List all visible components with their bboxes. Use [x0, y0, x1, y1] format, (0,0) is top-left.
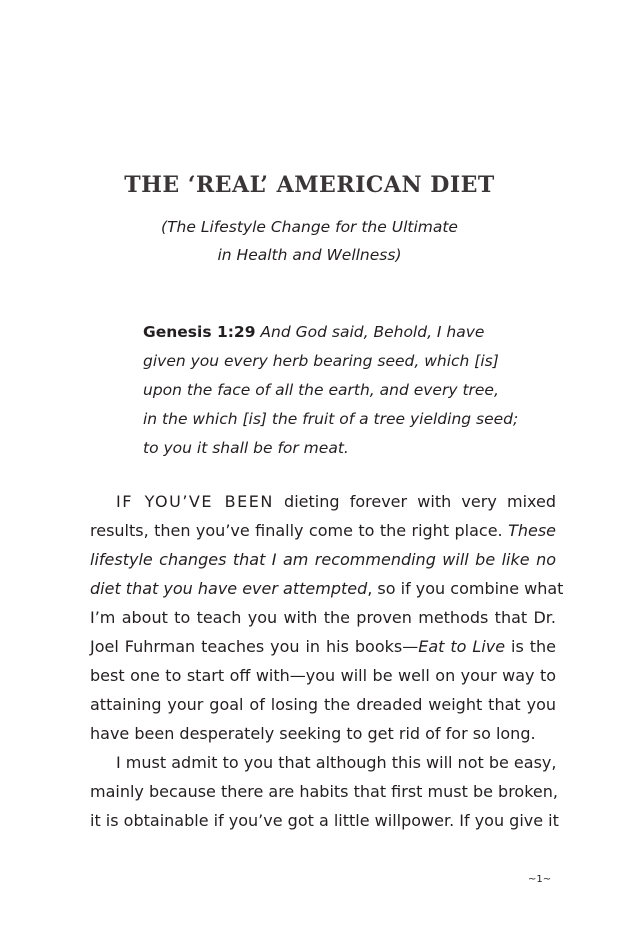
- scripture-reference: Genesis 1:29: [143, 323, 256, 341]
- text-run: results, then you’ve finally come to the right place.: [90, 521, 509, 540]
- paragraph-line: [90, 516, 556, 545]
- epigraph-line: [143, 318, 523, 347]
- body-text: [90, 487, 564, 835]
- paragraph-line: I must admit to you that although this will not be easy,: [116, 753, 557, 772]
- subtitle-line: (The Lifestyle Change for the Ultimate: [161, 218, 458, 236]
- paragraph-line: attaining your goal of losing the dreaded weight that you: [90, 695, 556, 714]
- text-run: is the: [505, 637, 557, 656]
- subtitle-line: in Health and Wellness): [217, 246, 402, 264]
- text-run: dieting forever with very mixed: [273, 492, 556, 511]
- chapter-title: THE ‘REAL’ AMERICAN DIET: [124, 172, 495, 198]
- lead-in-caps: IF YOU’VE BEEN: [116, 492, 274, 511]
- paragraph-line: best one to start off with—you will be well on your way to: [90, 666, 556, 685]
- epigraph-line: to you it shall be for meat.: [143, 439, 349, 457]
- epigraph-line: in the which [is] the fruit of a tree yielding seed;: [143, 410, 519, 428]
- emphasis-run: lifestyle changes that I am recommending will be like no: [90, 550, 556, 569]
- paragraph-line: have been desperately seeking to get rid of for so long.: [90, 724, 536, 743]
- chapter-subtitle: [0, 213, 619, 269]
- paragraph-line: I’m about to teach you with the proven methods that Dr.: [90, 608, 556, 627]
- paragraph-line: [90, 574, 564, 603]
- emphasis-run: diet that you have ever attempted: [90, 579, 368, 598]
- text-run: Joel Fuhrman teaches you in his books—: [90, 637, 419, 656]
- book-title: Eat to Live: [418, 637, 506, 656]
- epigraph-line: given you every herb bearing seed, which [is]: [143, 352, 499, 370]
- emphasis-run: These: [508, 521, 556, 540]
- text-run: , so if you combine what: [367, 579, 564, 598]
- scripture-epigraph: [143, 318, 523, 463]
- paragraph-line: it is obtainable if you’ve got a little willpower. If you give it: [90, 811, 559, 830]
- paragraph-line: [90, 632, 556, 661]
- paragraph-line: [90, 545, 556, 574]
- paragraph-line: mainly because there are habits that first must be broken,: [90, 782, 558, 801]
- epigraph-line: upon the face of all the earth, and every tree,: [143, 381, 499, 399]
- page-number: ~1~: [528, 874, 552, 885]
- paragraph-line: [90, 487, 556, 516]
- epigraph-text: And God said, Behold, I have: [255, 323, 485, 341]
